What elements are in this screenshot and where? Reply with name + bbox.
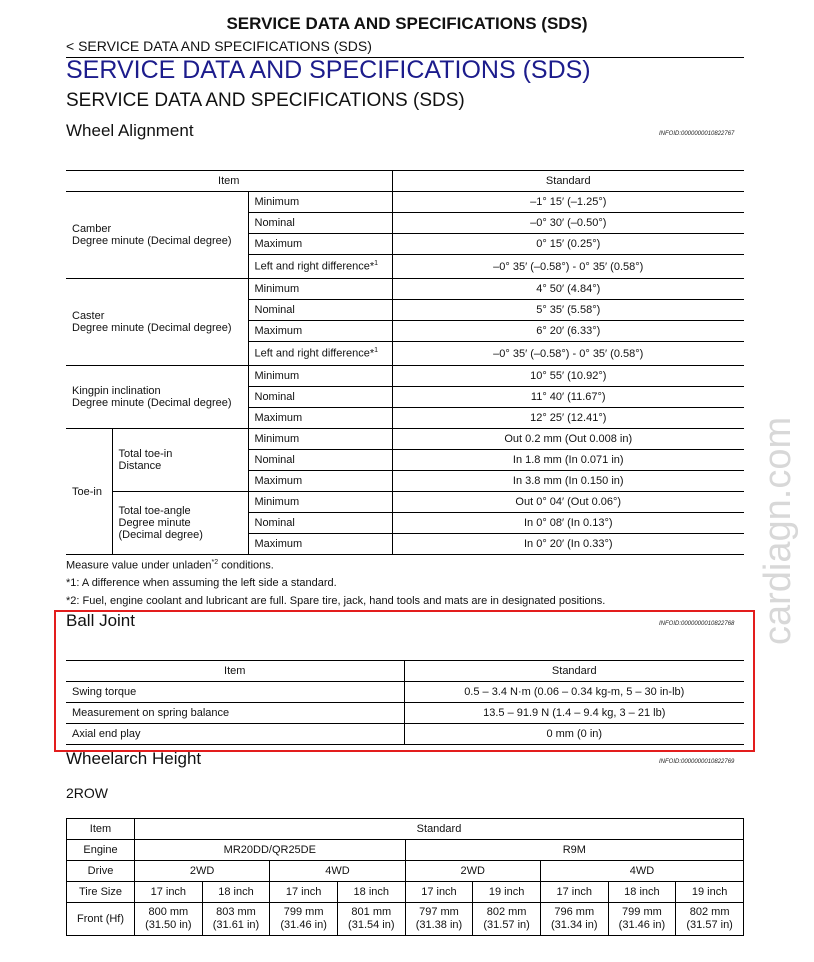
table-row: Kingpin inclination Degree minute (Decimal degree) Minimum 10° 55′ (10.92°) xyxy=(66,366,744,387)
total-toe-angle-label: Total toe-angle Degree minute (Decimal degree) xyxy=(112,492,248,555)
ball-joint-infoid: INFOID:0000000010822768 xyxy=(659,621,735,627)
table-header-row xyxy=(66,171,744,192)
ball-joint-table xyxy=(66,660,744,745)
wheelarch-table xyxy=(66,818,744,936)
ball-joint-title: Ball Joint xyxy=(66,611,135,630)
wheel-alignment-infoid: INFOID:0000000010822767 xyxy=(659,131,735,137)
table-row: Axial end play 0 mm (0 in) xyxy=(66,724,744,745)
table-row: Tire Size 17 inch 18 inch 17 inch 18 inch 17 inch 19 inch 17 inch 18 inch 19 inch xyxy=(67,882,744,903)
table-row: Nominal In 1.8 mm (In 0.071 in) xyxy=(66,450,744,471)
table-row: Measurement on spring balance 13.5 – 91.9 N (1.4 – 9.4 kg, 3 – 21 lb) xyxy=(66,703,744,724)
table-row: Total toe-angle Degree minute (Decimal degree) Minimum Out 0° 04′ (Out 0.06°) xyxy=(66,492,744,513)
wheel-alignment-table xyxy=(66,170,744,555)
header-item: Item xyxy=(66,171,392,192)
document-title: SERVICE DATA AND SPECIFICATIONS (SDS) xyxy=(226,14,588,33)
kingpin-label: Kingpin inclination Degree minute (Decimal degree) xyxy=(66,366,248,429)
note-unladen: Measure value under unladen$^{*2}$ conditions. xyxy=(66,559,274,572)
table-row: Nominal 11° 40′ (11.67°) xyxy=(66,387,744,408)
table-row: Item Standard xyxy=(67,819,744,840)
total-toe-in-label: Total toe-in Distance xyxy=(112,429,248,492)
table-row: Drive 2WD 4WD 2WD 4WD xyxy=(67,861,744,882)
svg-text:cardiagn.com: cardiagn.com xyxy=(757,416,799,645)
table-row: Maximum In 0° 20′ (In 0.33°) xyxy=(66,534,744,555)
heading-rule xyxy=(66,57,744,58)
table-row: Nominal 5° 35′ (5.58°) xyxy=(66,300,744,321)
table-row: Engine MR20DD/QR25DE R9M xyxy=(67,840,744,861)
wheelarch-title: Wheelarch Height xyxy=(66,749,202,768)
note-1: *1: A difference when assuming the left side a standard. xyxy=(66,577,337,590)
table-row: Maximum 6° 20′ (6.33°) xyxy=(66,321,744,342)
lr-difference-label: Left and right difference*$^1$ xyxy=(248,342,392,366)
wheel-alignment-title: Wheel Alignment xyxy=(66,121,194,140)
table-row: Front (Hf) 800 mm (31.50 in) 803 mm (31.61 in) 799 mm (31.46 in) 801 mm (31.54 in) 797 mm (31.38 in) 802 mm (31.57 in) 796 mm (31.34 in) 799 mm (31.46 in) 802 mm (31.57 in) xyxy=(67,903,744,936)
notes xyxy=(66,554,605,610)
main-heading: SERVICE DATA AND SPECIFICATIONS (SDS) xyxy=(66,56,591,84)
table-row: Camber Degree minute (Decimal degree) Minimum –1° 15′ (–1.25°) xyxy=(66,192,744,213)
table-row: Maximum 12° 25′ (12.41°) xyxy=(66,408,744,429)
table-header-row: Item Standard xyxy=(66,661,744,682)
header-standard: Standard xyxy=(392,171,744,192)
wheelarch-infoid: INFOID:0000000010822769 xyxy=(659,759,735,765)
table-row: Nominal In 0° 08′ (In 0.13°) xyxy=(66,513,744,534)
breadcrumb[interactable]: < SERVICE DATA AND SPECIFICATIONS (SDS) xyxy=(66,38,372,54)
sub-heading: SERVICE DATA AND SPECIFICATIONS (SDS) xyxy=(66,90,465,111)
table-row: Left and right difference*$^1$ –0° 35′ (–0.58°) - 0° 35′ (0.58°) xyxy=(66,342,744,366)
table-row: Maximum In 3.8 mm (In 0.150 in) xyxy=(66,471,744,492)
note-2: *2: Fuel, engine coolant and lubricant are full. Spare tire, jack, hand tools and mats are in designated positions. xyxy=(66,594,606,607)
table-row: Toe-in Total toe-in Distance Minimum Out 0.2 mm (Out 0.008 in) xyxy=(66,429,744,450)
caster-label: Caster Degree minute (Decimal degree) xyxy=(66,279,248,366)
watermark-logo xyxy=(740,380,810,650)
camber-label: Camber Degree minute (Decimal degree) xyxy=(66,192,248,279)
wheelarch-subtitle: 2ROW xyxy=(66,785,108,801)
toe-in-label: Toe-in xyxy=(66,429,112,555)
table-row: Nominal –0° 30′ (–0.50°) xyxy=(66,213,744,234)
table-row: Maximum 0° 15′ (0.25°) xyxy=(66,234,744,255)
table-row: Swing torque 0.5 – 3.4 N·m (0.06 – 0.34 kg-m, 5 – 30 in-lb) xyxy=(66,682,744,703)
table-row: Caster Degree minute (Decimal degree) Minimum 4° 50′ (4.84°) xyxy=(66,279,744,300)
table-row: Left and right difference*$^1$ –0° 35′ (–0.58°) - 0° 35′ (0.58°) xyxy=(66,255,744,279)
lr-difference-label: Left and right difference*$^1$ xyxy=(248,255,392,279)
